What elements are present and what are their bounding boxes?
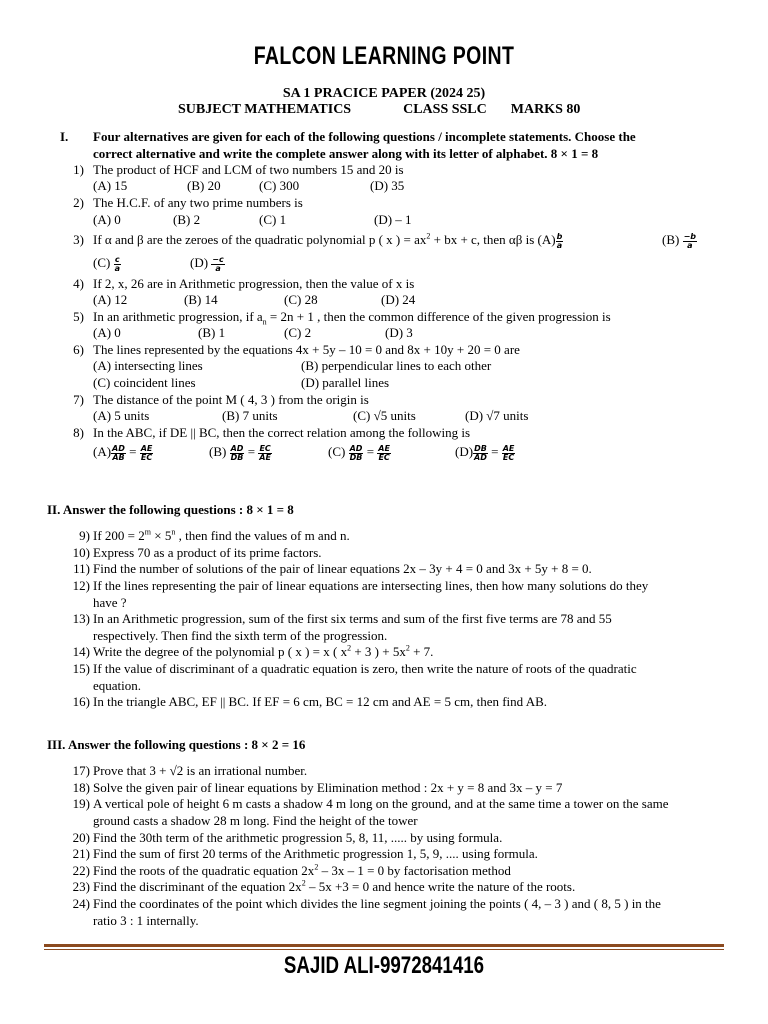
option-d: (D) √7 units [465,408,529,423]
subject: SUBJECT MATHEMATICS [178,102,352,117]
option-d: (D) – 1 [374,212,412,227]
option-c: (C) $\frac{AD}{DB}$ = $\frac{AE}{EC}$ [328,443,390,462]
q-text: The product of HCF and LCM of two numbers 15 and 20 is [93,162,404,177]
q-text: Find the sum of first 20 terms of the Arithmetic progression 1, 5, 9, .... using formula. [93,846,538,861]
q-text-line1: If the value of discriminant of a quadratic equation is zero, then write the nature of roots of the quadratic [93,661,637,676]
q-text-line2: respectively. Then find the sixth term of the progression. [93,628,388,643]
option-c: (C) 2 [284,325,312,340]
option-b: (B) 7 units [222,408,278,423]
section3-heading: III. Answer the following questions : 8 × 2 = 16 [47,737,306,752]
q-text-line1: A vertical pole of height 6 m casts a shadow 4 m long on the ground, and at the same time a tower on the same [93,796,669,811]
option-c: (C) $\frac{c}{a}$ [93,254,120,273]
q-text: The lines represented by the equations 4x + 5y – 10 = 0 and 8x + 10y + 20 = 0 are [93,342,520,357]
option-a: (A) 12 [93,292,128,307]
option-b: (B) 1 [198,325,226,340]
option-b: (B) $\frac{-b}{a}$ [662,231,697,250]
q-number: 1) [73,162,84,177]
q-number: 15) [72,661,90,676]
page-title: FALCON LEARNING POINT [253,42,515,70]
q-text-line2: have ? [93,595,127,610]
q-text: If $200 = 2^m \times 5^n$ , then find the values of m and n. [93,527,350,543]
q-text-line2: equation. [93,678,142,693]
q-number: 11) [73,561,90,576]
option-b: (B) 2 [173,212,201,227]
q-text: In the triangle ABC, EF || BC. If EF = 6 cm, BC = 12 cm and AE = 5 cm, then find AB. [93,694,548,709]
option-b: (B) 14 [184,292,218,307]
q-number: 3) [73,232,84,247]
option-d: (D) parallel lines [301,375,390,390]
class: CLASS SSLC [403,102,487,117]
fraction-b-over-a: $\frac{b}{a}$ [556,231,563,250]
q-text: Prove that 3 + √2 is an irrational number. [93,763,308,778]
footer-divider-thick [44,944,724,947]
option-a: (A) 0 [93,325,121,340]
q-number: 22) [72,863,90,878]
q-number: 19) [72,796,90,811]
q-number: 6) [73,342,84,357]
q-text-line1: If the lines representing the pair of linear equations are intersecting lines, then how many solutions do they [93,578,649,593]
q-text-line1: Find the coordinates of the point which divides the line segment joining the points ( 4, – 3 ) and ( 8, 5 ) in the [93,896,661,911]
q-text: The distance of the point M ( 4, 3 ) from the origin is [93,392,369,407]
q-number: 2) [73,195,84,210]
footer-author: SAJID ALI-9972841416 [283,952,485,979]
q-number: 4) [73,276,84,291]
q-number: 12) [72,578,90,593]
q-number: 7) [73,392,84,407]
q-number: 8) [73,425,84,440]
q-number: 5) [73,309,84,324]
q-text-line2: ground casts a shadow 28 m long. Find the height of the tower [93,813,418,828]
option-c: (C) √5 units [353,408,416,423]
option-a: (A) 0 [93,212,121,227]
q-text: In the ABC, if DE || BC, then the correct relation among the following is [93,425,471,440]
option-c: (C) coincident lines [93,375,196,390]
option-b: (B) 20 [187,178,221,193]
q-number: 18) [72,780,90,795]
option-c: (C) 1 [259,212,287,227]
section2-heading: II. Answer the following questions : 8 × 1 = 8 [47,502,294,517]
option-d: (D) $\frac{-c}{a}$ [190,254,224,273]
q-number: 17) [72,763,90,778]
q-text: Find the discriminant of the equation $2x^2 - 5x +3 = 0$ and hence write the nature of the roots. [93,878,576,894]
option-d: (D) 3 [385,325,413,340]
option-a: (A) 5 units [93,408,150,423]
q-number: 14) [72,644,90,659]
option-a: (A) $\frac{AD}{AB}$ = $\frac{AE}{EC}$ [93,443,153,462]
q-text: If α and β are the zeroes of the quadratic polynomial p ( x ) = $ax^2$ + bx + c, then αβ is (A) $\frac{b}{a}$ [93,231,563,250]
q-text: Express 70 as a product of its prime factors. [93,545,322,560]
option-d: (D) 35 [370,178,405,193]
option-d: (D) 24 [381,292,416,307]
q-number: 16) [72,694,90,709]
section1-numeral: I. [60,129,69,144]
q-text: Find the roots of the quadratic equation $2x^2 - 3x - 1 = 0$ by factorisation method [93,862,511,878]
q-text: Find the number of solutions of the pair of linear equations 2x – 3y + 4 = 0 and 3x + 5y + 8 = 0. [93,561,592,576]
subject-line [178,102,580,118]
section1-instructions-line1: Four alternatives are given for each of the following questions / incomplete statements. Choose the [93,129,636,144]
option-c: (C) 300 [259,178,300,193]
paper-title: SA 1 PRACICE PAPER (2024 25) [282,86,486,101]
q-text: In an arithmetic progression, if $a_n = 2n + 1$ , then the common difference of the given progression is [93,309,611,327]
q-number: 23) [72,879,90,894]
section1-instructions-line2: correct alternative and write the complete answer along with its letter of alphabet. 8 × 1 = 8 [93,146,599,161]
option-a: (A) 15 [93,178,128,193]
option-b: (B) $\frac{AD}{DB}$ = $\frac{EC}{AE}$ [209,443,271,462]
option-d: (D) $\frac{DB}{AD}$ = $\frac{AE}{EC}$ [455,443,515,462]
option-b: (B) perpendicular lines to each other [301,358,492,373]
q-text: The H.C.F. of any two prime numbers is [93,195,303,210]
footer-divider-thin [44,949,724,950]
q-text: Write the degree of the polynomial p ( x ) = x ( $x^2 + 3$ ) + $5x^2 + 7$. [93,643,434,659]
option-a: (A) intersecting lines [93,358,203,373]
q-number: 10) [72,545,90,560]
q-number: 24) [72,896,90,911]
q-text-line1: In an Arithmetic progression, sum of the first six terms and sum of the first five terms are 78 and 55 [93,611,612,626]
q-number: 13) [72,611,90,626]
q-text: Find the 30th term of the arithmetic progression 5, 8, 11, ..... by using formula. [93,830,503,845]
q-text-line2: ratio 3 : 1 internally. [93,913,199,928]
q-text: Solve the given pair of linear equations by Elimination method : 2x + y = 8 and 3x – y = 7 [93,780,563,795]
q-number: 21) [72,846,90,861]
marks: MARKS 80 [510,102,581,117]
q-number: 9) [79,528,90,543]
q-text: If 2, x, 26 are in Arithmetic progression, then the value of x is [93,276,415,291]
q-number: 20) [72,830,90,845]
option-c: (C) 28 [284,292,318,307]
